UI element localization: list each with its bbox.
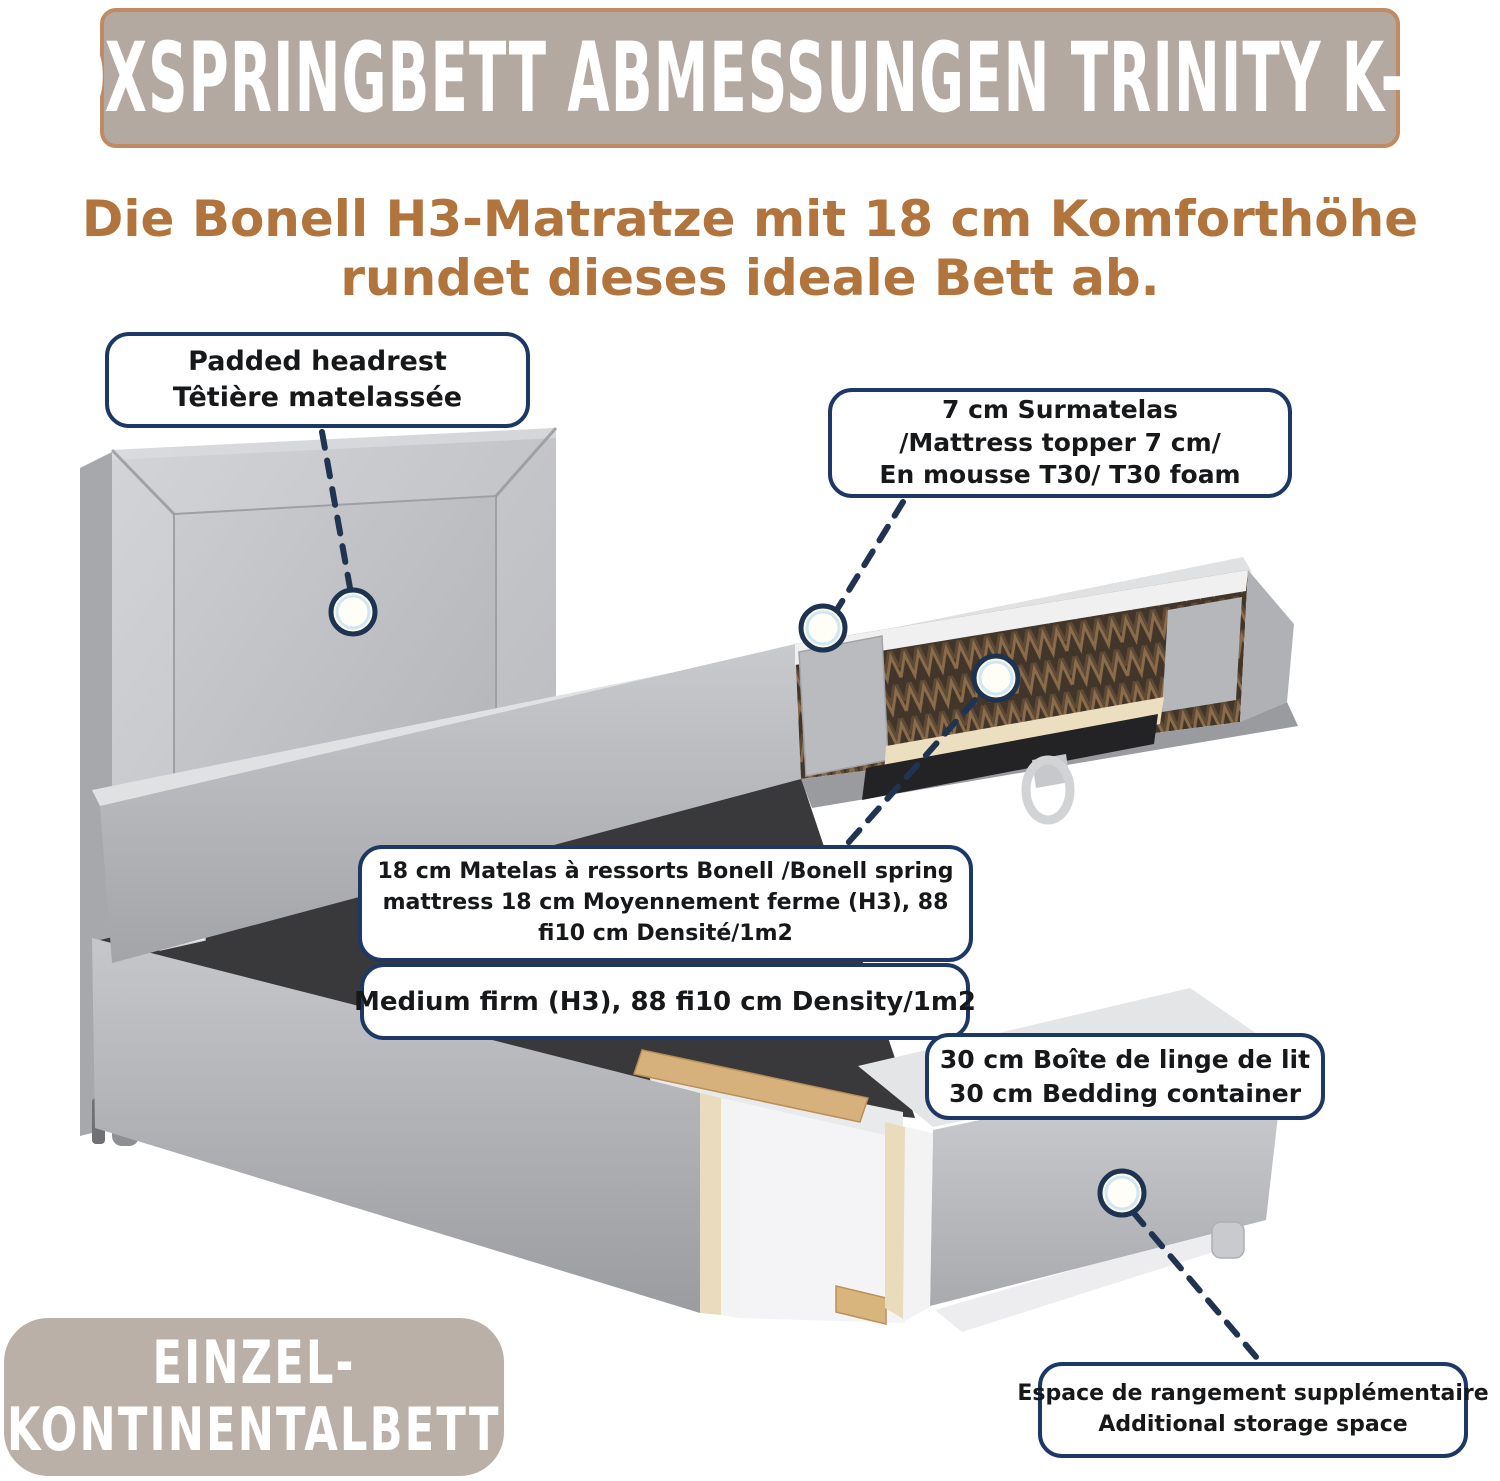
callout-topper-line3: En mousse T30/ T30 foam [879, 460, 1241, 490]
callout-topper [828, 388, 1292, 498]
callout-mattress-line1: 18 cm Matelas à ressorts Bonell /Bonell spring [377, 859, 954, 885]
callout-storage-line1: Espace de rangement supplémentaire [1017, 1381, 1489, 1407]
callout-container-line2: 30 cm Bedding container [948, 1078, 1302, 1108]
subtitle-line1: Die Bonell H3-Matratze mit 18 cm Komforthöhe [81, 190, 1419, 248]
bed-leg [1212, 1222, 1244, 1258]
callout-topper-line1: 7 cm Surmatelas [942, 395, 1178, 425]
callout-mattress-line2: mattress 18 cm Moyennement ferme (H3), 88 [382, 890, 949, 916]
callout-bedding-container [925, 1033, 1325, 1120]
product-type-label [4, 1318, 504, 1476]
subtitle [0, 190, 1500, 308]
callout-headrest-line1: Padded headrest [188, 345, 447, 377]
callout-topper-line2: /Mattress topper 7 cm/ [899, 427, 1221, 457]
product-type-line2: KONTINENTALBETT [7, 1395, 501, 1465]
callout-storage-space [1017, 1362, 1489, 1458]
title-banner [16, 8, 1484, 148]
callout-mattress [358, 845, 973, 962]
callout-headrest [105, 332, 530, 428]
product-type-line1: EINZEL- [152, 1327, 356, 1398]
callout-firmness-line1: Medium firm (H3), 88 fi10 cm Density/1m2 [353, 986, 977, 1017]
page-title: BOXSPRINGBETT ABMESSUNGEN TRINITY K-10 [16, 22, 1484, 134]
callout-firmness [353, 963, 977, 1040]
callout-headrest-line2: Têtière matelassée [172, 382, 463, 413]
callout-mattress-line3: fi10 cm Densité/1m2 [538, 920, 793, 946]
subtitle-line2: rundet dieses ideale Bett ab. [340, 249, 1160, 307]
callout-container-line1: 30 cm Boîte de linge de lit [939, 1044, 1311, 1074]
callout-storage-line2: Additional storage space [1098, 1412, 1408, 1437]
